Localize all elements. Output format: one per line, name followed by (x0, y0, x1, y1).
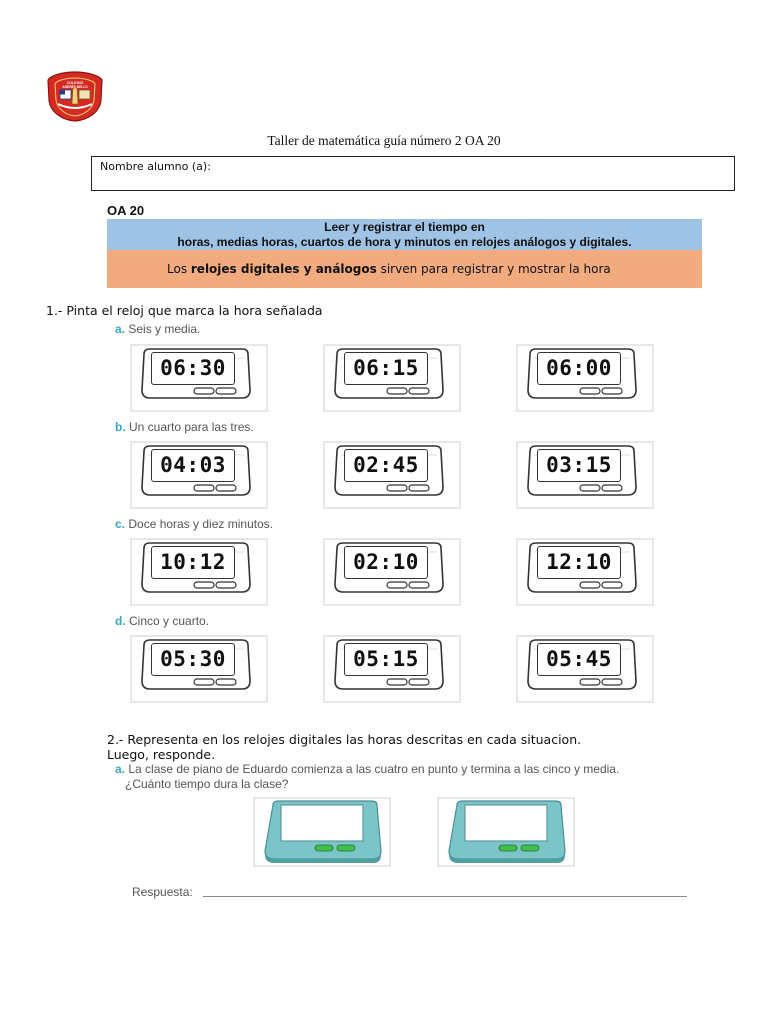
digital-clock-b-3[interactable] (516, 441, 654, 509)
digital-clock-d-2[interactable] (323, 635, 461, 703)
digital-clock-d-1[interactable] (130, 635, 268, 703)
clock-display-time: 12:10 (537, 546, 621, 579)
blank-digital-clock-start[interactable] (253, 797, 391, 867)
item-d-text: Cinco y cuarto. (125, 614, 210, 628)
clock-display-time: 02:10 (344, 546, 428, 579)
question-2-line-2: Luego, responde. (107, 747, 216, 762)
answer-line[interactable] (203, 896, 687, 897)
digital-clock-b-2[interactable] (323, 441, 461, 509)
svg-text:COLEGIO: COLEGIO (66, 81, 84, 85)
student-name-field[interactable] (91, 156, 735, 191)
digital-clock-c-1[interactable] (130, 538, 268, 606)
clock-display-time: 06:00 (537, 352, 621, 385)
item-b-letter: b. (115, 420, 126, 434)
objective-line-2: horas, medias horas, cuartos de hora y minutos en relojes análogos y digitales. (177, 234, 632, 249)
objective-banner (107, 219, 702, 250)
clock-display-time: 02:45 (344, 449, 428, 482)
digital-clock-d-3[interactable] (516, 635, 654, 703)
item-a-label (115, 322, 200, 336)
question-2-item-a-line-1 (115, 762, 619, 777)
item-a-text: Seis y media. (125, 322, 201, 336)
item-d-letter: d. (115, 614, 126, 628)
item-c-letter: c. (115, 517, 126, 531)
clock-display-time: 10:12 (151, 546, 235, 579)
document-title: Taller de matemática guía número 2 OA 20 (267, 133, 501, 148)
digital-clock-a-2[interactable] (323, 344, 461, 412)
digital-clock-c-3[interactable] (516, 538, 654, 606)
question-2-line-1: 2.- Representa en los relojes digitales las horas descritas en cada situacion. (107, 732, 582, 747)
item-d-label (115, 614, 209, 628)
objective-line-1: Leer y registrar el tiempo en (324, 220, 485, 234)
question-2 (107, 732, 581, 762)
clock-display-time: 04:03 (151, 449, 235, 482)
question-2-item-a-letter: a. (115, 762, 126, 776)
clock-display-time: 06:30 (151, 352, 235, 385)
info-text-after: sirven para registrar y mostrar la hora (376, 262, 611, 276)
question-2-item-a-text: La clase de piano de Eduardo comienza a las cuatro en punto y termina a las cinco y media. (125, 762, 620, 776)
info-text-before: Los (167, 262, 191, 276)
clock-display-time: 05:30 (151, 643, 235, 676)
school-crest-logo (44, 70, 106, 122)
digital-clock-b-1[interactable] (130, 441, 268, 509)
info-banner (107, 250, 702, 288)
digital-clock-a-1[interactable] (130, 344, 268, 412)
question-1: 1.- Pinta el reloj que marca la hora señalada (46, 303, 323, 318)
digital-clock-a-3[interactable] (516, 344, 654, 412)
digital-clock-c-2[interactable] (323, 538, 461, 606)
info-text (167, 250, 611, 288)
svg-text:ANDRÉS BELLO: ANDRÉS BELLO (62, 85, 88, 89)
question-2-item-a (115, 762, 619, 792)
answer-label: Respuesta: (132, 885, 193, 899)
student-name-label: Nombre alumno (a): (100, 160, 211, 173)
question-2-item-a-line-2: ¿Cuánto tiempo dura la clase? (125, 777, 289, 791)
clock-display-time: 06:15 (344, 352, 428, 385)
clock-display-time: 03:15 (537, 449, 621, 482)
item-b-text: Un cuarto para las tres. (125, 420, 254, 434)
info-text-bold: relojes digitales y análogos (190, 262, 377, 276)
clock-display-time: 05:45 (537, 643, 621, 676)
item-b-label (115, 420, 254, 434)
item-c-text: Doce horas y diez minutos. (125, 517, 274, 531)
objective-code: OA 20 (107, 203, 145, 218)
clock-display-time: 05:15 (344, 643, 428, 676)
blank-digital-clock-end[interactable] (437, 797, 575, 867)
item-a-letter: a. (115, 322, 126, 336)
item-c-label (115, 517, 273, 531)
